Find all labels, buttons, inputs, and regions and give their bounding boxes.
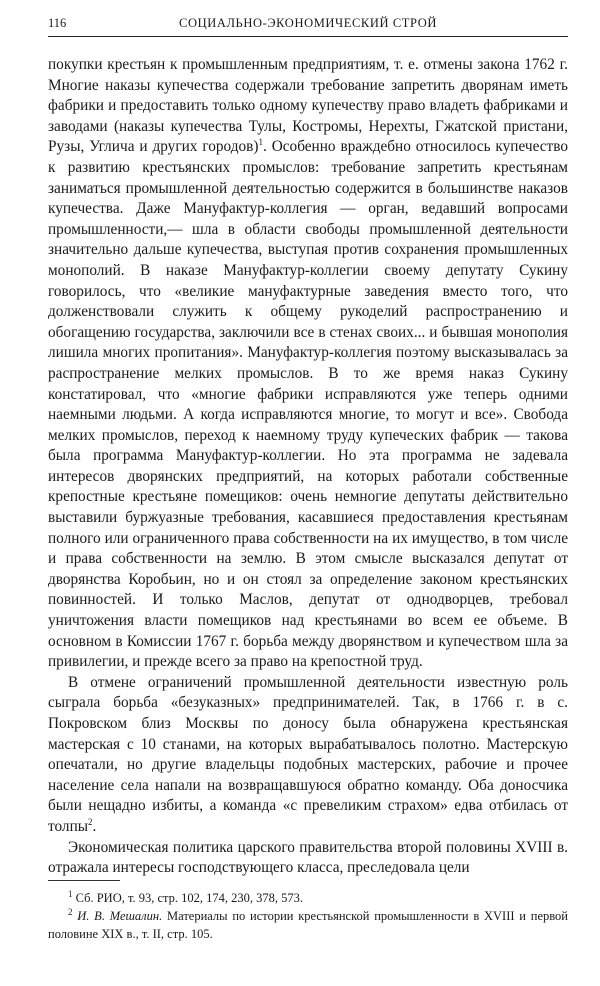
page-header [48, 14, 568, 37]
footnote-author: И. В. Мешалин. [72, 909, 163, 923]
paragraph [48, 838, 568, 879]
footnote-ref: 2 [88, 816, 93, 827]
footnotes [48, 880, 568, 943]
footnote-mark: 1 [68, 888, 73, 899]
page-number: 116 [48, 16, 67, 30]
paragraph [48, 55, 568, 673]
running-title: СОЦИАЛЬНО-ЭКОНОМИЧЕСКИЙ СТРОЙ [179, 16, 437, 30]
paragraph [48, 673, 568, 838]
footnote [48, 907, 568, 943]
footnote-text: Сб. РИО, т. 93, стр. 102, 174, 230, 378, 573. [72, 891, 304, 905]
footnote-text: Материалы по истории крестьянской промышленности в XVIII и первой половине XIX в., т. II, стр. 105. [48, 909, 568, 941]
paragraph-text: . [92, 817, 97, 835]
paragraph-text: . Особенно враждебно относилось купечество к развитию крестьянских промыслов: требование запретить крестьянам заниматься промышленной деятельностью содержится в большинстве наказов купечества. Даже Мануфактур-коллегия — орган, ведавший вопросами промышленности,— шла в области свободы промышленной деятельности значительно дальше купечества, выступая против сохранения промышленных монополий. В наказе Мануфактур-коллегии своему депутату Сукину говорилось, что «великие мануфактурные заведения вместо того, что долженствовали служить к общему рукоделий распространению и обогащению государства, заключили все в стенах своих... и бывшая монополия лишила многих пропитания». Мануфактур-коллегия поэтому высказывалась за распространение мелких промыслов. В то же время наказ Сукину констатировал, что «многие фабрики исправляются уже теперь одними наемными людьми. А когда исправляются многие, то могут и все». Свобода мелких промыслов, переход к наемному труду купеческих фабрик — такова была программа Мануфактур-коллегии. Но эта программа не задевала интересов дворянских предприятий, на которых работали собственные крепостные крестьяне помещиков: очень немногие депутаты действительно выставили буржуазные требования, касавшиеся предоставления крестьянам полного или ограниченного права собственности на их имущество, в том числе и права собственности на землю. В этом смысле высказался депутат от дворянства Коробьин, но и он стоял за определение законом крестьянских повинностей. И только Маслов, депутат от однодворцев, требовал уничтожения власти помещиков над крестьянами во всем ее объеме. В основном в Комиссии 1767 г. борьба между дворянством и купечеством шла за привилегии, и прежде всего за право на крепостной труд. [48, 138, 568, 671]
footnote-ref: 1 [258, 137, 263, 148]
paragraph-text: Экономическая политика царского правительства второй половины XVIII в. отражала интересы господствующего класса, преследовала цели [48, 838, 568, 877]
footnote-mark: 2 [68, 906, 73, 917]
paragraph-text: В отмене ограничений промышленной деятельности известную роль сыграла борьба «безуказных» предпринимателей. Так, в 1766 г. в с. Покровском близ Москвы по доносу была обнаружена крестьянская мастерская с 10 станами, на которых вырабатывалось полотно. Мастерскую опечатали, но другие владельцы подобных мастерских, рабочие и прочее население села напали на возвращавшуюся обратно команду. Оба доносчика были нещадно избиты, а команда «с превеликим страхом» едва отбилась от толпы [48, 673, 568, 835]
footnote [48, 889, 568, 907]
paragraph-text: покупки крестьян к промышленным предприятиям, т. е. отмены закона 1762 г. Многие наказы купечества содержали требование запретить дворянам иметь фабрики и предоставить только одному купечеству право владеть фабриками и заводами (наказы купечества Тулы, Костромы, Нерехты, Гжатской пристани, Рузы, Углича и других городов) [48, 56, 568, 156]
footnote-rule [48, 880, 120, 881]
main-text [48, 55, 568, 879]
